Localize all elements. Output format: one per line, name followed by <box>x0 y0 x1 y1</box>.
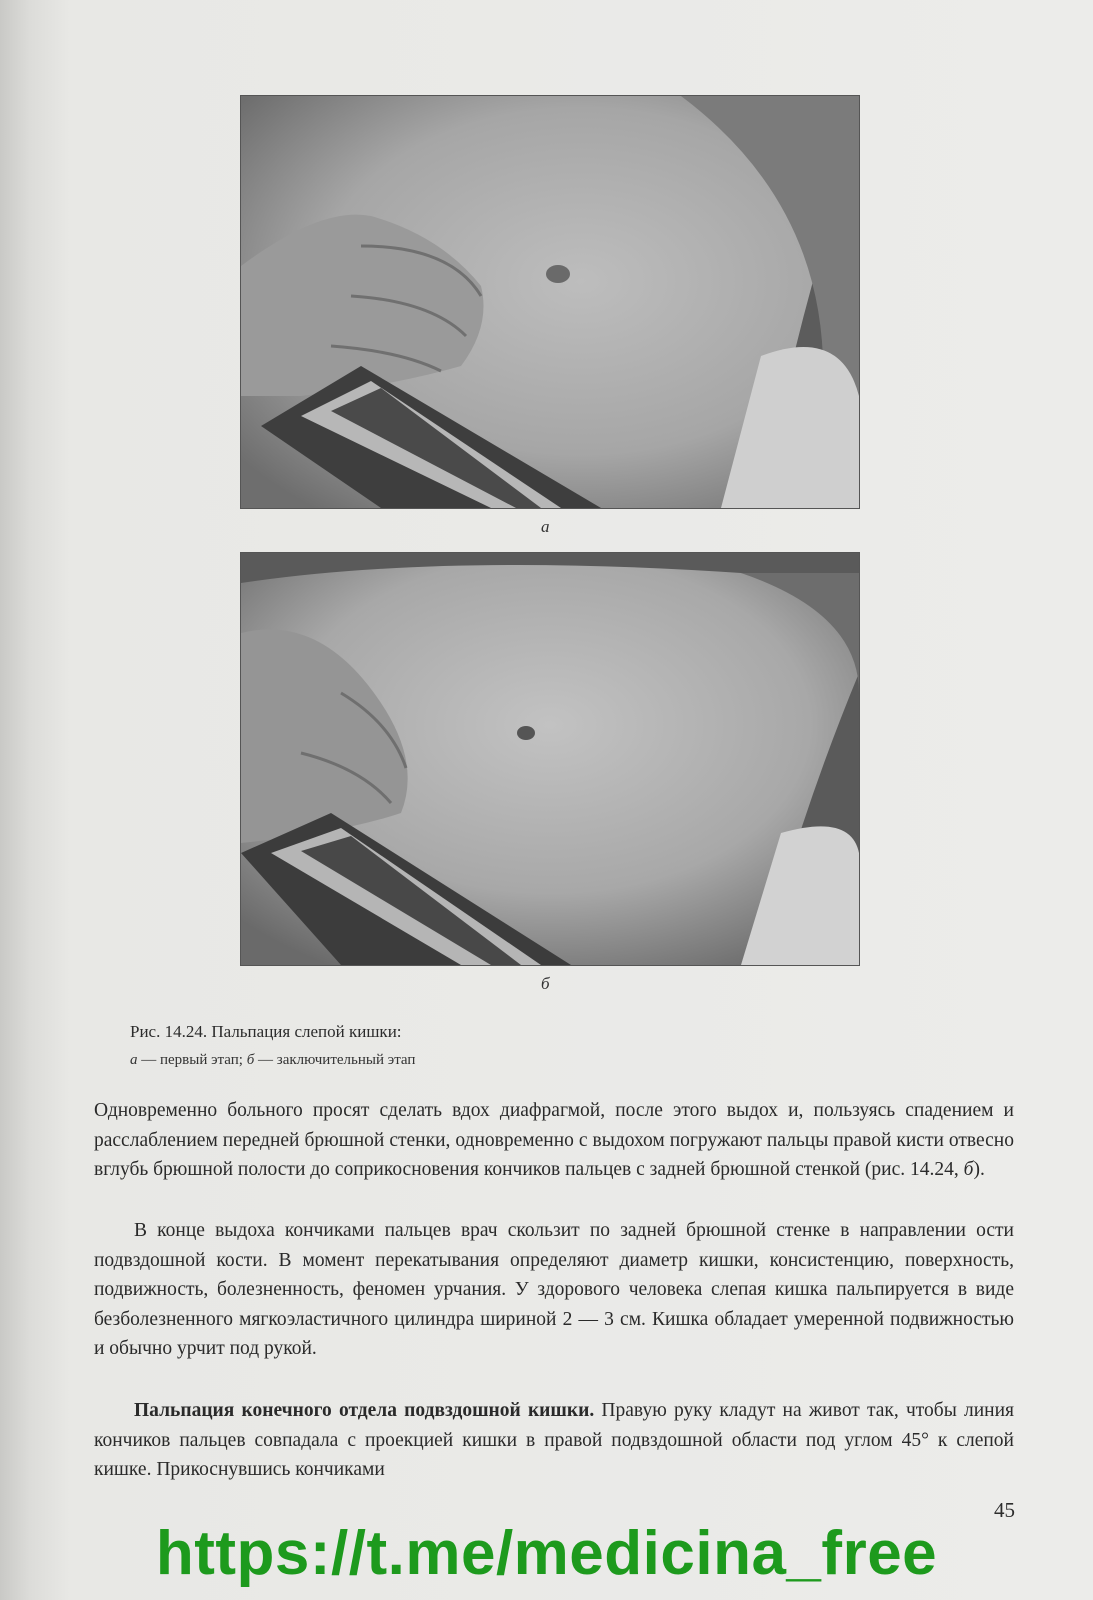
photo-a-image <box>241 96 859 508</box>
paragraph-3 <box>94 1396 1014 1485</box>
figure-sublabel-a: а <box>541 517 550 536</box>
watermark-link[interactable]: https://t.me/medicina_free <box>155 1519 938 1588</box>
legend-a-text: — первый этап; <box>137 1052 247 1068</box>
photo-b-image <box>241 553 859 965</box>
figure-caption: Рис. 14.24. Пальпация слепой кишки: <box>130 1022 402 1041</box>
legend-b-text: — заключительный этап <box>254 1052 416 1068</box>
legend-a-letter: а <box>130 1052 138 1068</box>
legend-b-letter: б <box>246 1052 255 1068</box>
paragraph-3-heading: Пальпация конечного отдела подвздошной кишки. <box>134 1400 595 1421</box>
paragraph-1-text: Одновременно больного просят сделать вдох диафрагмой, после этого выдох и, пользуясь спадением и расслаблением передней брюшной стенки, одновременно с выдохом погружают пальцы правой кисти отвесно вглубь брюшной полости до соприкосновения кончиков пальцев с задней брюшной стенкой (рис. 14.24, <box>94 1100 1014 1180</box>
figure-sublabel-b: б <box>541 974 550 993</box>
paragraph-1-ref-letter: б <box>963 1159 974 1180</box>
figure-legend <box>130 1052 415 1069</box>
page-number: 45 <box>994 1498 1015 1522</box>
photo-palpation-stage-a <box>240 95 860 509</box>
paragraph-1-end: ). <box>973 1159 985 1180</box>
photo-palpation-stage-b <box>240 552 860 966</box>
paragraph-2: В конце выдоха кончиками пальцев врач скользит по задней брюшной стенке в направлении ости подвздошной кости. В момент перекатывания определяют диаметр кишки, консистенцию, поверхность, подвижность, болезненность, феномен урчания. У здорового человека слепая кишка пальпируется в виде безболезненного мягкоэластичного цилиндра шириной 2 — 3 см. Кишка обладает умеренной подвижностью и обычно урчит под рукой. <box>94 1220 1014 1359</box>
paragraph-3-text: Правую руку кладут на живот так, чтобы линия кончиков пальцев совпадала с проекцией кишки в правой подвздошной области под углом 45° к слепой кишке. Прикоснувшись кончиками <box>94 1400 1014 1480</box>
paragraph-1 <box>94 1096 1014 1185</box>
